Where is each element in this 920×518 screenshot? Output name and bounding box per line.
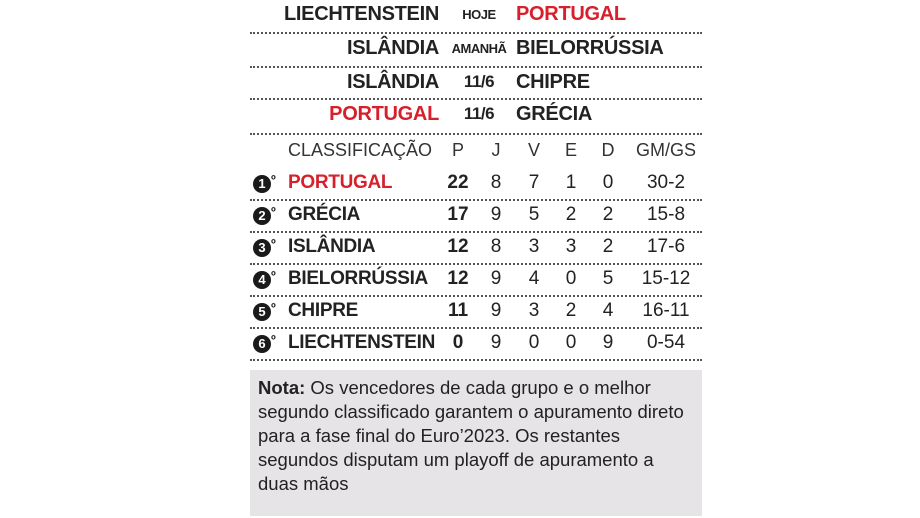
ordinal-indicator: º xyxy=(271,172,276,187)
cell-goals: 15-12 xyxy=(641,268,691,289)
header-points: P xyxy=(451,140,464,160)
fixture-row xyxy=(250,68,702,100)
cell-played: 9 xyxy=(490,268,502,289)
note-text: Os vencedores de cada grupo e o melhor segundo classificado garantem o apuramento direto para a fase final do Euro’2023. Os restantes segundos disputam um playoff de apuramento a duas mãos xyxy=(258,377,684,494)
fixture-date: 11/6 xyxy=(463,72,495,91)
cell-team-name: ISLÂNDIA xyxy=(288,236,376,257)
dotted-divider xyxy=(250,133,702,135)
header-draws: E xyxy=(564,140,577,160)
fixture-away-team: BIELORRÚSSIA xyxy=(516,37,664,59)
cell-points: 0 xyxy=(452,332,464,353)
table-row xyxy=(250,168,702,200)
note-label: Nota: xyxy=(258,377,306,398)
cell-losses: 2 xyxy=(602,204,614,225)
cell-points: 12 xyxy=(447,268,469,289)
cell-draws: 0 xyxy=(565,332,577,353)
cell-played: 9 xyxy=(490,204,502,225)
cell-goals: 17-6 xyxy=(646,236,686,257)
table-row xyxy=(250,232,702,264)
table-row xyxy=(250,200,702,232)
fixture-row xyxy=(250,34,702,66)
cell-team-name: CHIPRE xyxy=(288,300,358,321)
table-header xyxy=(250,140,702,166)
header-classification: CLASSIFICAÇÃO xyxy=(288,140,433,160)
fixture-home-team: PORTUGAL xyxy=(329,103,439,125)
cell-goals: 0-54 xyxy=(646,332,686,353)
cell-points: 22 xyxy=(447,172,469,193)
cell-points: 12 xyxy=(447,236,469,257)
cell-losses: 9 xyxy=(602,332,614,353)
rank-badge: 6 xyxy=(253,335,271,353)
cell-wins: 0 xyxy=(528,332,540,353)
fixture-date: HOJE xyxy=(462,7,496,22)
dotted-divider xyxy=(250,359,702,361)
rank-badge: 5 xyxy=(253,303,271,321)
table-row xyxy=(250,296,702,328)
fixture-row xyxy=(250,0,702,32)
rank-badge: 2 xyxy=(253,207,271,225)
cell-draws: 2 xyxy=(565,300,577,321)
header-wins: V xyxy=(527,140,540,160)
cell-wins: 3 xyxy=(528,236,540,257)
fixture-home-team: ISLÂNDIA xyxy=(346,71,439,93)
note-box xyxy=(250,370,702,516)
fixture-date: AMANHÃ xyxy=(451,41,507,56)
fixture-away-team: PORTUGAL xyxy=(516,3,626,25)
cell-played: 8 xyxy=(490,236,502,257)
cell-goals: 15-8 xyxy=(646,204,686,225)
rank-badge: 4 xyxy=(253,271,271,289)
ordinal-indicator: º xyxy=(271,236,276,251)
header-played: J xyxy=(491,140,501,160)
fixture-home-team: LIECHTENSTEIN xyxy=(284,3,439,25)
cell-draws: 1 xyxy=(565,172,577,193)
standings-panel xyxy=(250,0,702,518)
ordinal-indicator: º xyxy=(271,300,276,315)
table-row xyxy=(250,264,702,296)
cell-team-name: BIELORRÚSSIA xyxy=(288,268,428,289)
cell-team-name: PORTUGAL xyxy=(288,172,393,193)
cell-points: 17 xyxy=(447,204,469,225)
cell-goals: 16-11 xyxy=(642,300,690,321)
header-goals: GM/GS xyxy=(635,140,696,160)
cell-points: 11 xyxy=(447,300,469,321)
cell-goals: 30-2 xyxy=(646,172,686,193)
cell-losses: 5 xyxy=(602,268,614,289)
cell-played: 8 xyxy=(490,172,502,193)
fixture-away-team: CHIPRE xyxy=(516,71,590,93)
cell-wins: 3 xyxy=(528,300,540,321)
cell-losses: 4 xyxy=(602,300,614,321)
ordinal-indicator: º xyxy=(271,204,276,219)
cell-losses: 0 xyxy=(602,172,614,193)
fixture-date: 11/6 xyxy=(463,104,495,123)
rank-badge: 1 xyxy=(253,175,271,193)
ordinal-indicator: º xyxy=(271,332,276,347)
fixture-away-team: GRÉCIA xyxy=(516,103,592,125)
header-losses: D xyxy=(601,140,615,160)
cell-played: 9 xyxy=(490,300,502,321)
cell-played: 9 xyxy=(490,332,502,353)
cell-team-name: GRÉCIA xyxy=(288,204,361,225)
cell-wins: 7 xyxy=(528,172,540,193)
cell-wins: 4 xyxy=(528,268,540,289)
ordinal-indicator: º xyxy=(271,268,276,283)
fixture-row xyxy=(250,100,702,132)
fixture-home-team: ISLÂNDIA xyxy=(346,37,439,59)
rank-badge: 3 xyxy=(253,239,271,257)
cell-team-name: LIECHTENSTEIN xyxy=(288,332,436,353)
cell-draws: 3 xyxy=(565,236,577,257)
cell-losses: 2 xyxy=(602,236,614,257)
table-row xyxy=(250,328,702,360)
cell-draws: 0 xyxy=(565,268,577,289)
cell-draws: 2 xyxy=(565,204,577,225)
cell-wins: 5 xyxy=(528,204,540,225)
